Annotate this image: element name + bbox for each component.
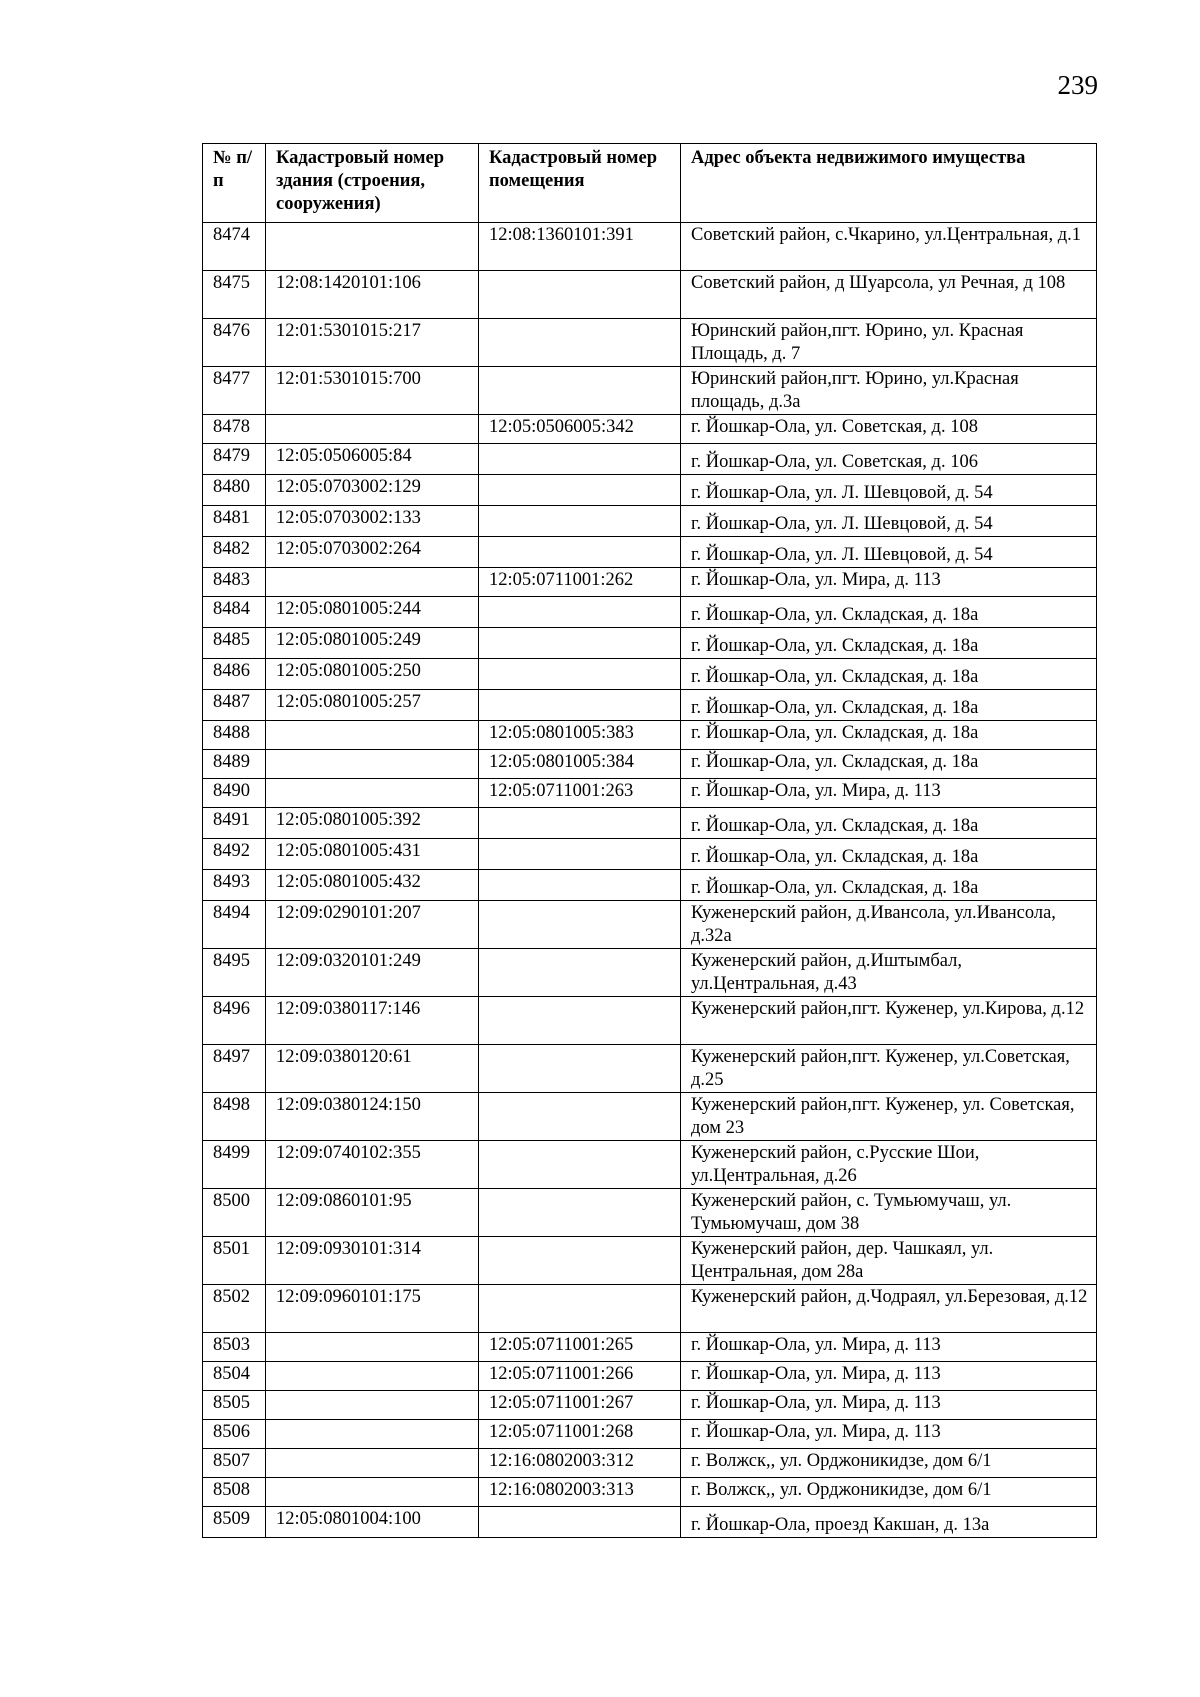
address-text: Куженерский район, с.Русские Шои, ул.Центральная, д.26 <box>691 1143 980 1186</box>
cell-room-cadastral <box>479 870 681 901</box>
address-text: г. Йошкар-Ола, ул. Складская, д. 18а <box>691 605 979 625</box>
cell-address <box>681 1391 1097 1420</box>
cell-address <box>681 223 1097 271</box>
cell-row-number: 8494 <box>203 901 266 949</box>
table-row <box>203 597 1097 628</box>
table-row <box>203 537 1097 568</box>
cell-building-cadastral <box>266 721 479 750</box>
cell-address <box>681 1093 1097 1141</box>
cell-row-number: 8504 <box>203 1362 266 1391</box>
cell-address <box>681 1045 1097 1093</box>
cell-room-cadastral <box>479 901 681 949</box>
address-text: г. Йошкар-Ола, ул. Складская, д. 18а <box>691 816 979 836</box>
cell-room-cadastral: 12:05:0711001:262 <box>479 568 681 597</box>
cell-row-number: 8496 <box>203 997 266 1045</box>
table-row <box>203 750 1097 779</box>
cell-address <box>681 1189 1097 1237</box>
cell-building-cadastral: 12:09:0380117:146 <box>266 997 479 1045</box>
cell-building-cadastral <box>266 568 479 597</box>
cell-room-cadastral <box>479 839 681 870</box>
table-row <box>203 901 1097 949</box>
cell-address <box>681 628 1097 659</box>
cell-building-cadastral: 12:05:0506005:84 <box>266 444 479 475</box>
cell-address <box>681 839 1097 870</box>
cell-row-number: 8493 <box>203 870 266 901</box>
cell-room-cadastral: 12:05:0801005:384 <box>479 750 681 779</box>
table-row <box>203 721 1097 750</box>
cell-room-cadastral <box>479 949 681 997</box>
cell-room-cadastral <box>479 1141 681 1189</box>
cell-building-cadastral <box>266 415 479 444</box>
cell-room-cadastral <box>479 1285 681 1333</box>
cell-building-cadastral <box>266 1391 479 1420</box>
cell-building-cadastral: 12:01:5301015:700 <box>266 367 479 415</box>
cell-building-cadastral <box>266 1420 479 1449</box>
cell-address <box>681 690 1097 721</box>
cell-row-number: 8509 <box>203 1507 266 1538</box>
cell-building-cadastral <box>266 1449 479 1478</box>
cell-room-cadastral: 12:05:0801005:383 <box>479 721 681 750</box>
cell-building-cadastral: 12:05:0703002:129 <box>266 475 479 506</box>
cell-room-cadastral: 12:05:0711001:268 <box>479 1420 681 1449</box>
address-text: г. Йошкар-Ола, ул. Л. Шевцовой, д. 54 <box>691 545 993 565</box>
address-text: Куженерский район,пгт. Куженер, ул. Советская, дом 23 <box>691 1095 1075 1138</box>
cell-address <box>681 319 1097 367</box>
cell-row-number: 8490 <box>203 779 266 808</box>
table-row <box>203 1333 1097 1362</box>
cell-row-number: 8478 <box>203 415 266 444</box>
cell-building-cadastral: 12:05:0703002:264 <box>266 537 479 568</box>
cell-building-cadastral: 12:09:0290101:207 <box>266 901 479 949</box>
cell-row-number: 8477 <box>203 367 266 415</box>
cell-room-cadastral <box>479 597 681 628</box>
address-text: г. Йошкар-Ола, ул. Мира, д. 113 <box>691 1335 941 1355</box>
cell-row-number: 8474 <box>203 223 266 271</box>
cell-address <box>681 750 1097 779</box>
cell-row-number: 8491 <box>203 808 266 839</box>
cell-room-cadastral: 12:05:0711001:266 <box>479 1362 681 1391</box>
cell-address <box>681 506 1097 537</box>
cell-building-cadastral <box>266 779 479 808</box>
table-row <box>203 690 1097 721</box>
cell-building-cadastral: 12:09:0320101:249 <box>266 949 479 997</box>
table-row <box>203 808 1097 839</box>
cell-room-cadastral: 12:08:1360101:391 <box>479 223 681 271</box>
header-building-cadastral: Кадастровый номер здания (строения, сооружения) <box>266 144 479 223</box>
address-text: г. Йошкар-Ола, ул. Складская, д. 18а <box>691 723 979 743</box>
cell-address <box>681 271 1097 319</box>
cell-building-cadastral: 12:05:0801005:432 <box>266 870 479 901</box>
cell-row-number: 8476 <box>203 319 266 367</box>
cell-address <box>681 949 1097 997</box>
cell-room-cadastral: 12:16:0802003:312 <box>479 1449 681 1478</box>
address-text: Юринский район,пгт. Юрино, ул.Красная площадь, д.3а <box>691 369 1019 412</box>
cell-room-cadastral <box>479 537 681 568</box>
cell-building-cadastral: 12:09:0930101:314 <box>266 1237 479 1285</box>
cell-row-number: 8489 <box>203 750 266 779</box>
cell-building-cadastral: 12:05:0801005:249 <box>266 628 479 659</box>
cell-room-cadastral <box>479 808 681 839</box>
cell-room-cadastral <box>479 1093 681 1141</box>
cell-row-number: 8480 <box>203 475 266 506</box>
table-row <box>203 319 1097 367</box>
address-text: г. Волжск,, ул. Орджоникидзе, дом 6/1 <box>691 1451 992 1471</box>
address-text: г. Йошкар-Ола, ул. Складская, д. 18а <box>691 698 979 718</box>
cell-room-cadastral <box>479 1237 681 1285</box>
cell-room-cadastral <box>479 1507 681 1538</box>
address-text: г. Йошкар-Ола, ул. Мира, д. 113 <box>691 570 941 590</box>
cell-address <box>681 597 1097 628</box>
address-text: Куженерский район, д.Ивансола, ул.Ивансола, д.32а <box>691 903 1056 946</box>
cell-address <box>681 779 1097 808</box>
table-row <box>203 1045 1097 1093</box>
cell-address <box>681 1333 1097 1362</box>
cell-row-number: 8508 <box>203 1478 266 1507</box>
table-row <box>203 1478 1097 1507</box>
cell-address <box>681 444 1097 475</box>
cell-row-number: 8501 <box>203 1237 266 1285</box>
table-row <box>203 271 1097 319</box>
header-room-cadastral: Кадастровый номер помещения <box>479 144 681 223</box>
table-row <box>203 1093 1097 1141</box>
cell-row-number: 8500 <box>203 1189 266 1237</box>
cell-room-cadastral <box>479 1189 681 1237</box>
header-address: Адрес объекта недвижимого имущества <box>681 144 1097 223</box>
address-text: г. Йошкар-Ола, ул. Советская, д. 106 <box>691 452 978 472</box>
cell-room-cadastral <box>479 659 681 690</box>
cell-row-number: 8488 <box>203 721 266 750</box>
cell-building-cadastral <box>266 1362 479 1391</box>
cell-address <box>681 1449 1097 1478</box>
table-row <box>203 568 1097 597</box>
cell-room-cadastral: 12:05:0711001:263 <box>479 779 681 808</box>
cell-address <box>681 1478 1097 1507</box>
address-text: г. Йошкар-Ола, ул. Мира, д. 113 <box>691 1393 941 1413</box>
cell-address <box>681 659 1097 690</box>
cell-building-cadastral: 12:09:0740102:355 <box>266 1141 479 1189</box>
table-row <box>203 997 1097 1045</box>
cell-address <box>681 997 1097 1045</box>
cell-row-number: 8484 <box>203 597 266 628</box>
address-text: г. Йошкар-Ола, ул. Складская, д. 18а <box>691 847 979 867</box>
cell-room-cadastral: 12:05:0711001:267 <box>479 1391 681 1420</box>
cell-row-number: 8499 <box>203 1141 266 1189</box>
cell-row-number: 8502 <box>203 1285 266 1333</box>
address-text: г. Йошкар-Ола, ул. Л. Шевцовой, д. 54 <box>691 514 993 534</box>
address-text: Куженерский район, дер. Чашкаял, ул. Центральная, дом 28а <box>691 1239 994 1282</box>
cell-row-number: 8482 <box>203 537 266 568</box>
cell-room-cadastral: 12:05:0711001:265 <box>479 1333 681 1362</box>
table-row <box>203 223 1097 271</box>
cell-address <box>681 568 1097 597</box>
address-text: г. Йошкар-Ола, ул. Л. Шевцовой, д. 54 <box>691 483 993 503</box>
table-row <box>203 444 1097 475</box>
cell-room-cadastral <box>479 690 681 721</box>
cell-row-number: 8487 <box>203 690 266 721</box>
cell-row-number: 8492 <box>203 839 266 870</box>
address-text: Куженерский район, д.Чодраял, ул.Березовая, д.12 <box>691 1287 1088 1307</box>
cell-building-cadastral: 12:09:0960101:175 <box>266 1285 479 1333</box>
table-row <box>203 1189 1097 1237</box>
cell-building-cadastral: 12:09:0380120:61 <box>266 1045 479 1093</box>
address-text: Советский район, с.Чкарино, ул.Центральная, д.1 <box>691 225 1081 245</box>
table-row <box>203 506 1097 537</box>
address-text: г. Йошкар-Ола, ул. Мира, д. 113 <box>691 781 941 801</box>
cell-room-cadastral <box>479 997 681 1045</box>
cell-address <box>681 1362 1097 1391</box>
table-row <box>203 839 1097 870</box>
cell-building-cadastral: 12:05:0801005:250 <box>266 659 479 690</box>
table-row <box>203 1391 1097 1420</box>
cell-building-cadastral <box>266 1333 479 1362</box>
cell-building-cadastral: 12:09:0860101:95 <box>266 1189 479 1237</box>
cell-row-number: 8498 <box>203 1093 266 1141</box>
cell-building-cadastral: 12:09:0380124:150 <box>266 1093 479 1141</box>
cell-room-cadastral <box>479 506 681 537</box>
header-number: № п/п <box>203 144 266 223</box>
table-row <box>203 1420 1097 1449</box>
cell-row-number: 8503 <box>203 1333 266 1362</box>
cell-row-number: 8507 <box>203 1449 266 1478</box>
address-text: г. Йошкар-Ола, ул. Мира, д. 113 <box>691 1364 941 1384</box>
cell-row-number: 8475 <box>203 271 266 319</box>
cell-building-cadastral: 12:05:0703002:133 <box>266 506 479 537</box>
address-text: г. Йошкар-Ола, ул. Советская, д. 108 <box>691 417 978 437</box>
address-text: Куженерский район, д.Иштымбал, ул.Центральная, д.43 <box>691 951 962 994</box>
address-text: г. Йошкар-Ола, ул. Складская, д. 18а <box>691 752 979 772</box>
address-text: г. Йошкар-Ола, ул. Мира, д. 113 <box>691 1422 941 1442</box>
cell-building-cadastral <box>266 1478 479 1507</box>
cell-building-cadastral: 12:05:0801005:431 <box>266 839 479 870</box>
table-row <box>203 659 1097 690</box>
table-row <box>203 475 1097 506</box>
cell-address <box>681 808 1097 839</box>
cell-address <box>681 475 1097 506</box>
table-header <box>203 144 1097 223</box>
address-text: г. Йошкар-Ола, ул. Складская, д. 18а <box>691 636 979 656</box>
cell-address <box>681 1507 1097 1538</box>
cell-address <box>681 901 1097 949</box>
cell-row-number: 8485 <box>203 628 266 659</box>
table-row <box>203 779 1097 808</box>
cell-room-cadastral: 12:05:0506005:342 <box>479 415 681 444</box>
cell-room-cadastral <box>479 1045 681 1093</box>
address-text: Куженерский район,пгт. Куженер, ул.Кирова, д.12 <box>691 999 1085 1019</box>
cell-room-cadastral <box>479 367 681 415</box>
table-row <box>203 870 1097 901</box>
cell-row-number: 8497 <box>203 1045 266 1093</box>
table-row <box>203 628 1097 659</box>
cell-row-number: 8481 <box>203 506 266 537</box>
property-register-table <box>202 143 1097 1538</box>
cell-building-cadastral: 12:05:0801005:392 <box>266 808 479 839</box>
cell-room-cadastral <box>479 319 681 367</box>
address-text: г. Йошкар-Ола, ул. Складская, д. 18а <box>691 878 979 898</box>
cell-room-cadastral: 12:16:0802003:313 <box>479 1478 681 1507</box>
table-row <box>203 1285 1097 1333</box>
table-row <box>203 1449 1097 1478</box>
cell-row-number: 8479 <box>203 444 266 475</box>
cell-room-cadastral <box>479 444 681 475</box>
address-text: г. Йошкар-Ола, проезд Какшан, д. 13а <box>691 1515 990 1535</box>
address-text: г. Йошкар-Ола, ул. Складская, д. 18а <box>691 667 979 687</box>
table-row <box>203 1237 1097 1285</box>
cell-building-cadastral: 12:08:1420101:106 <box>266 271 479 319</box>
cell-row-number: 8483 <box>203 568 266 597</box>
table-row <box>203 367 1097 415</box>
cell-row-number: 8506 <box>203 1420 266 1449</box>
table-row <box>203 1362 1097 1391</box>
cell-row-number: 8505 <box>203 1391 266 1420</box>
cell-address <box>681 721 1097 750</box>
table-body <box>203 223 1097 1538</box>
cell-address <box>681 870 1097 901</box>
cell-address <box>681 1237 1097 1285</box>
cell-room-cadastral <box>479 271 681 319</box>
cell-address <box>681 415 1097 444</box>
cell-address <box>681 537 1097 568</box>
address-text: Куженерский район, с. Тумьюмучаш, ул. Тумьюмучаш, дом 38 <box>691 1191 1012 1234</box>
address-text: Юринский район,пгт. Юрино, ул. Красная Площадь, д. 7 <box>691 321 1024 364</box>
address-text: Советский район, д Шуарсола, ул Речная, д 108 <box>691 273 1066 293</box>
header-row <box>203 144 1097 223</box>
table-row <box>203 1141 1097 1189</box>
cell-address <box>681 367 1097 415</box>
cell-building-cadastral: 12:01:5301015:217 <box>266 319 479 367</box>
table-row <box>203 1507 1097 1538</box>
address-text: Куженерский район,пгт. Куженер, ул.Советская, д.25 <box>691 1047 1070 1090</box>
cell-building-cadastral: 12:05:0801004:100 <box>266 1507 479 1538</box>
cell-building-cadastral <box>266 750 479 779</box>
page-number: 239 <box>1057 70 1098 100</box>
address-text: г. Волжск,, ул. Орджоникидзе, дом 6/1 <box>691 1480 992 1500</box>
cell-row-number: 8495 <box>203 949 266 997</box>
cell-address <box>681 1141 1097 1189</box>
cell-building-cadastral <box>266 223 479 271</box>
table-row <box>203 949 1097 997</box>
cell-address <box>681 1420 1097 1449</box>
cell-room-cadastral <box>479 475 681 506</box>
cell-address <box>681 1285 1097 1333</box>
table-row <box>203 415 1097 444</box>
cell-building-cadastral: 12:05:0801005:244 <box>266 597 479 628</box>
cell-building-cadastral: 12:05:0801005:257 <box>266 690 479 721</box>
cell-row-number: 8486 <box>203 659 266 690</box>
cell-room-cadastral <box>479 628 681 659</box>
